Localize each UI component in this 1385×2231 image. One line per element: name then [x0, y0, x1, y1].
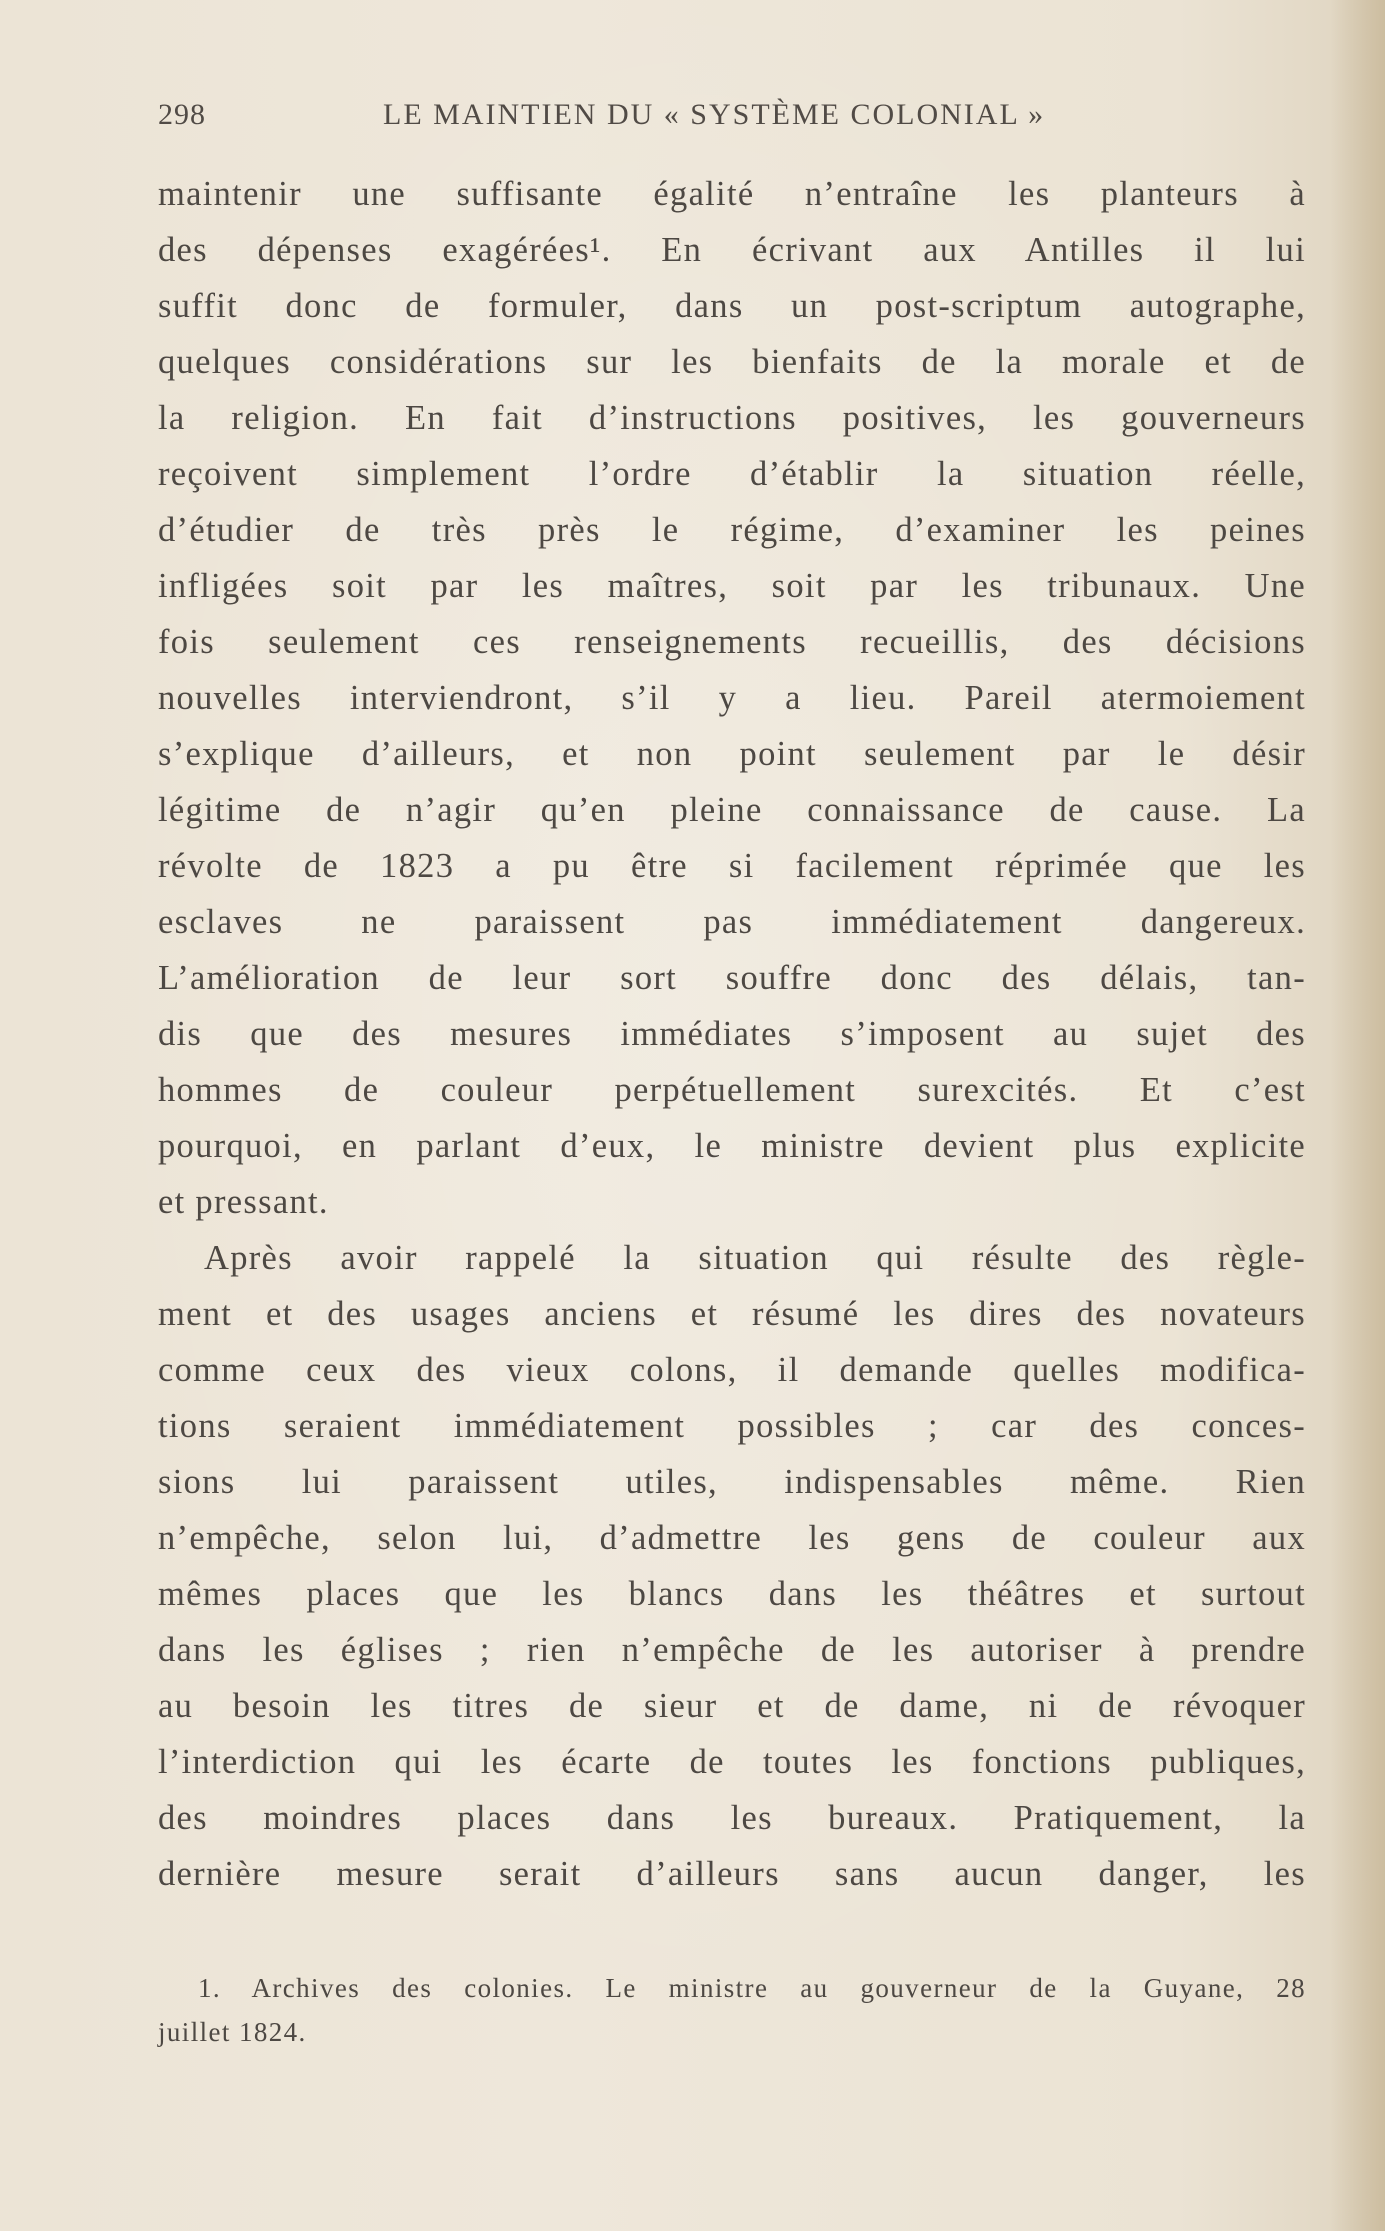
body-text	[158, 166, 1306, 1902]
text-line: hommes de couleur perpétuellement surexcités. Et c’est	[158, 1071, 1306, 1109]
text-line: des moindres places dans les bureaux. Pratiquement, la	[158, 1799, 1306, 1837]
page-edge-shadow	[1330, 0, 1385, 2231]
text-line: légitime de n’agir qu’en pleine connaissance de cause. La	[158, 791, 1306, 829]
text-line: infligées soit par les maîtres, soit par les tribunaux. Une	[158, 567, 1306, 605]
text-line: d’étudier de très près le régime, d’examiner les peines	[158, 511, 1306, 549]
text-line: n’empêche, selon lui, d’admettre les gens de couleur aux	[158, 1519, 1306, 1557]
text-line: dernière mesure serait d’ailleurs sans aucun danger, les	[158, 1855, 1306, 1893]
text-line: quelques considérations sur les bienfaits de la morale et de	[158, 343, 1306, 381]
text-line: fois seulement ces renseignements recueillis, des décisions	[158, 623, 1306, 661]
text-line: au besoin les titres de sieur et de dame, ni de révoquer	[158, 1687, 1306, 1725]
text-line: la religion. En fait d’instructions positives, les gouverneurs	[158, 399, 1306, 437]
text-line: reçoivent simplement l’ordre d’établir la situation réelle,	[158, 455, 1306, 493]
text-line-paragraph-end: et pressant.	[158, 1183, 329, 1221]
text-line: dis que des mesures immédiates s’imposent au sujet des	[158, 1015, 1306, 1053]
text-line: esclaves ne paraissent pas immédiatement dangereux.	[158, 903, 1306, 941]
text-line: nouvelles interviendront, s’il y a lieu. Pareil atermoiement	[158, 679, 1306, 717]
text-line: L’amélioration de leur sort souffre donc des délais, tan-	[158, 959, 1306, 997]
page-number: 298	[158, 98, 206, 131]
footnote	[158, 1966, 1306, 2054]
footnote-line: juillet 1824.	[158, 2017, 307, 2047]
text-line: sions lui paraissent utiles, indispensables même. Rien	[158, 1463, 1306, 1501]
text-line: pourquoi, en parlant d’eux, le ministre devient plus explicite	[158, 1127, 1306, 1165]
running-title: LE MAINTIEN DU « SYSTÈME COLONIAL »	[383, 98, 1046, 131]
text-line-paragraph-start: Après avoir rappelé la situation qui résulte des règle-	[204, 1239, 1306, 1277]
text-line: tions seraient immédiatement possibles ; car des conces-	[158, 1407, 1306, 1445]
text-line: suffit donc de formuler, dans un post-scriptum autographe,	[158, 287, 1306, 325]
text-line: l’interdiction qui les écarte de toutes les fonctions publiques,	[158, 1743, 1306, 1781]
page-header	[158, 98, 1318, 142]
text-line: mêmes places que les blancs dans les théâtres et surtout	[158, 1575, 1306, 1613]
text-line: s’explique d’ailleurs, et non point seulement par le désir	[158, 735, 1306, 773]
text-line: dans les églises ; rien n’empêche de les autoriser à prendre	[158, 1631, 1306, 1669]
text-line: révolte de 1823 a pu être si facilement réprimée que les	[158, 847, 1306, 885]
text-line: des dépenses exagérées¹. En écrivant aux Antilles il lui	[158, 231, 1306, 269]
text-line: maintenir une suffisante égalité n’entraîne les planteurs à	[158, 175, 1306, 213]
footnote-line: 1. Archives des colonies. Le ministre au gouverneur de la Guyane, 28	[198, 1973, 1306, 2003]
text-line: comme ceux des vieux colons, il demande quelles modifica-	[158, 1351, 1306, 1389]
text-line: ment et des usages anciens et résumé les dires des novateurs	[158, 1295, 1306, 1333]
